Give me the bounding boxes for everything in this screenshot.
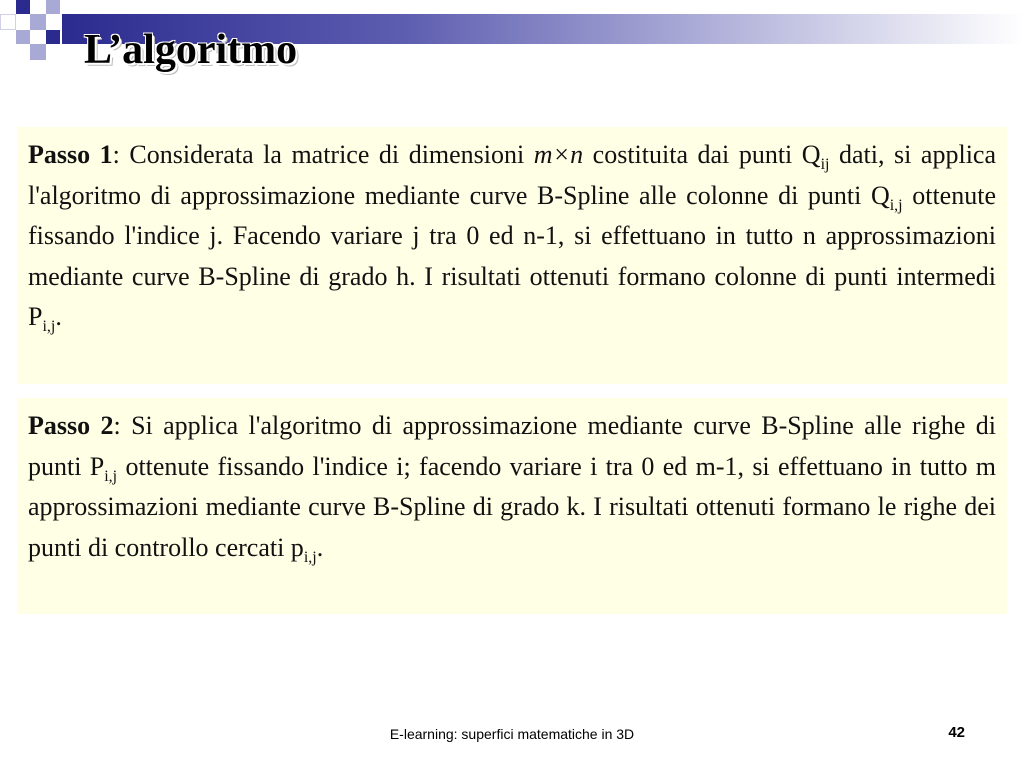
step-2-box [17,398,1007,614]
subscript: i,j [889,196,903,214]
step-1-label: Passo 1 [28,140,113,169]
step-2-text-part: : Si applica l'algoritmo di approssimazione mediante curve B-Spline alle righe di punti P [28,411,996,481]
step-2-label: Passo 2 [28,411,114,440]
deco-square [46,30,60,44]
step-1-text-part: ottenute fissando l'indice j. Facendo variare j tra 0 ed n-1, si effettuano in tutto n approssimazioni mediante curve B-Spline di grado h. I risultati ottenuti formano colonne di punti intermedi P [28,180,996,331]
deco-square [16,0,30,14]
step-1-box [17,127,1007,384]
step-2-text-part: . [316,532,324,562]
slide-title: L’algoritmo [84,27,298,73]
matrix-dimensions: m×n [533,140,584,169]
deco-square [30,44,46,60]
page-number: 42 [948,724,965,741]
deco-square [30,14,46,30]
subscript: ij [820,156,830,173]
subscript: i,j [104,467,118,485]
step-1-text-part: costituita dai punti Q [583,140,821,169]
deco-square [46,0,60,14]
subscript: i,j [303,548,317,566]
step-1-text-part: dati, si applica l'algoritmo di approssimazione mediante curve B-Spline alle colonne di punti Q [28,140,996,210]
subscript: i,j [42,318,56,335]
step-1-text [28,135,996,338]
slide-footer: E-learning: superfici matematiche in 3D [389,726,635,742]
step-2-text-part: ottenute fissando l'indice i; facendo variare i tra 0 ed m-1, si effettuano in tutto m approssimazioni mediante curve B-Spline di grado k. I risultati ottenuti formano le righe dei punti di controllo cercati p [28,451,996,562]
step-1-text-part: : Considerata la matrice di dimensioni [112,140,534,169]
deco-square [0,14,16,30]
deco-square [16,30,30,44]
step-1-text-part: . [55,302,62,331]
step-2-text [28,406,996,568]
